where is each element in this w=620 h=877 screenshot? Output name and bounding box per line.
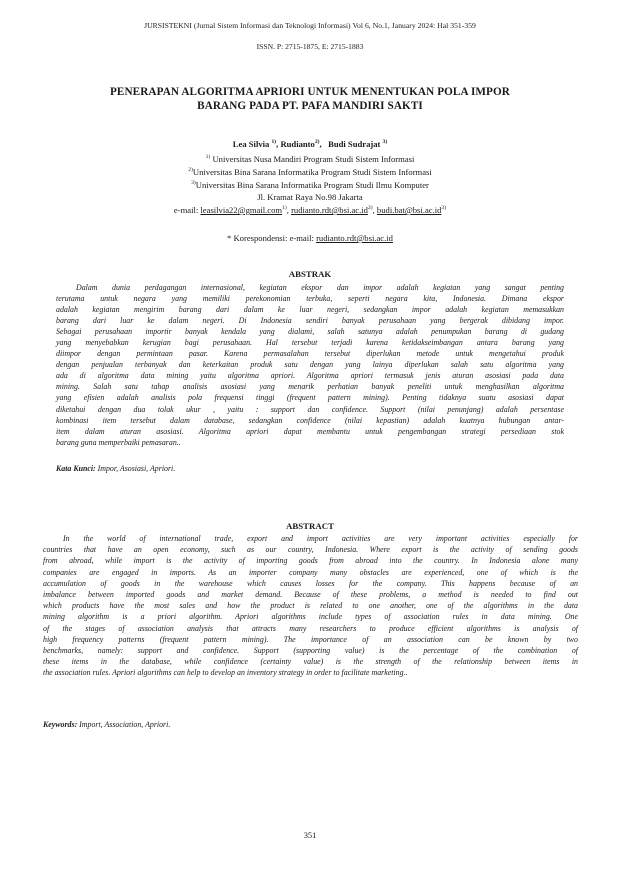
author-1: Lea Silvia <box>232 139 270 149</box>
email-2-sup: 2) <box>367 205 373 212</box>
abstract-line: diketahui dengan dua tolak ukur , yaitu : support dan confidence. Support (nilai penunjang) adalah persentase <box>56 404 564 414</box>
abstrak-keywords <box>56 464 175 473</box>
title-line-2: BARANG PADA PT. PAFA MANDIRI SAKTI <box>197 99 423 112</box>
abstract-line: from abroad, while import is the activity of importing goods from abroad into the country. In Indonesia alone many <box>43 556 578 566</box>
abstract-line: Sebagai perusahaan importir banyak kendala yang dialami, salah satunya adalah penumpukan barang di gudang <box>56 327 564 337</box>
author-2-sup: 2) <box>314 139 320 146</box>
abstract-line: mining algorithm is a priori algorithm. Apriori algorithms include types of association rules in data mining. One <box>43 612 578 622</box>
abstract-line: companies are engaged in imports. As an importer company many obstacles are experienced, one of which is the <box>43 567 578 577</box>
abstract-line: accumulation of goods in the warehouse which causes losses for the company. This happens because of an <box>43 578 578 588</box>
abstract-line: yang menyebabkan kerugian bagi perusahaan. Hal tersebut terjadi karena ketidakseimbangan antara barang yang <box>56 338 564 348</box>
email-link-3[interactable]: budi.bat@bsi.ac.id <box>376 205 442 215</box>
affiliation-address <box>0 191 620 204</box>
abstrak-keywords-text: Impor, Asosiasi, Apriori. <box>95 464 176 473</box>
abstract-line: countries that have an open economy, such as our country, Indonesia. Where export is the activity of sending goods <box>43 545 578 555</box>
abstract-line: dengan penjualan terbanyak dan keterkaitan produk satu dengan yang lainya diperlukan salah satu algoritma yang <box>56 360 564 370</box>
abstract-line: barang dari luar ke dalam negeri. Di Indonesia sendiri banyak perusahaan yang bergerak dibidang impor. <box>56 316 564 326</box>
abstract-line: barang guna memperbaiki pemasaran.. <box>56 437 181 447</box>
abstract-line: which products have the most sales and how the product is related to one another, one of the algorithms in the data <box>43 601 578 611</box>
affiliation-3-sup: 3) <box>191 180 196 186</box>
author-3-sup: 3) <box>382 139 388 146</box>
abstract-keywords-label: Keywords: <box>43 720 78 729</box>
email-3-sup: 3) <box>441 205 447 212</box>
correspondence-line <box>0 233 620 243</box>
abstract-line: diimpor dengan permintaan pasar. Karena permasalahan tersebut diperlukan metode untuk mengetahui produk <box>56 349 564 359</box>
page-number: 351 <box>303 831 317 840</box>
abstract-line: high frequency patterns (frequent pattern mining). The importance of an association can be known by two <box>43 634 578 644</box>
abstract-line: mining. Salah satu tahap analisis asosiasi yang menarik perhatian banyak peneliti untuk menghasilkan algoritma <box>56 382 564 392</box>
affiliation-address-text: Jl. Kramat Raya No.98 Jakarta <box>257 192 363 202</box>
abstract-line: ada di algoritma data mining yaitu algoritma apriori. Algoritma apriori termasuk jenis aturan asosiasi pada data <box>56 371 564 381</box>
journal-header: JURSISTEKNI (Jurnal Sistem Informasi dan Teknologi Informasi) Vol 6, No.1, January 2024: Hal 351-359 <box>144 21 476 30</box>
abstrak-heading: ABSTRAK <box>288 269 332 279</box>
email-link-1[interactable]: leasilvia22@gmail.com <box>200 205 283 215</box>
author-1-sup: 1) <box>271 139 277 146</box>
author-2: Rudianto <box>280 139 315 149</box>
abstract-line: yang efisien adalah analisis pola frequensi tinggi (frequent pattern mining). Penting tidaknya suatu asosiasi dapat <box>56 393 564 403</box>
title-line-1: PENERAPAN ALGORITMA APRIORI UNTUK MENENTUKAN POLA IMPOR <box>110 86 510 98</box>
issn-line: ISSN. P: 2715-1875, E: 2715-1883 <box>256 42 364 51</box>
affiliation-3 <box>0 177 620 192</box>
affiliation-1-text: Universitas Nusa Mandiri Program Studi Sistem Informasi <box>212 153 415 164</box>
abstrak-body <box>56 282 564 448</box>
abstract-line: imbalance between imported goods and market demand. Because of these problems, a method is needed to find out <box>43 589 578 599</box>
abstract-line: Dalam dunia perdagangan internasional, kegiatan ekspor dan impor adalah kegiatan yang sangat penting <box>76 283 564 292</box>
email-1-sup: 1) <box>282 205 287 212</box>
abstract-line: In the world of international trade, export and import activities are very important activities especially for <box>63 534 578 543</box>
abstract-keywords-text: Import, Association, Apriori. <box>77 720 171 729</box>
author-3: Budi Sudrajat <box>328 139 381 149</box>
email-prefix: e-mail: <box>173 205 201 215</box>
affiliation-2-text: Universitas Bina Sarana Informatika Program Studi Sistem Informasi <box>192 166 432 177</box>
abstract-line: the association rules. Apriori algorithms can help to develop an inventory strategy in order to facilitate marketing.. <box>43 668 408 678</box>
email-line: e-mail: leasilvia22@gmail.com$^{1)}$, $rudianto.rdt@bsi.ac.id^{2)}$, $budi.bat@bsi.ac.id^{3)}$ <box>173 205 447 215</box>
abstrak-keywords-label: Kata Kunci: <box>56 464 96 473</box>
abstract-line: these items in the database, while confidence (certainty value) is the strength of the relationship between items in <box>43 657 578 667</box>
abstract-line: adalah kegiatan mengirim barang dari dalam ke luar negeri, sedangkan impor adalah kegiatan memasukkan <box>56 305 564 315</box>
email-link-2[interactable]: rudianto.rdt@bsi.ac.id <box>291 205 368 215</box>
abstract-line: kombinasi item tersebut dalam database, sedangkan confidence (nilai kepastian) adalah kuatnya hubungan antar- <box>56 415 564 425</box>
correspondence-prefix: * Korespondensi: e-mail: <box>227 233 317 243</box>
affiliation-1-sup: 1) <box>205 154 211 160</box>
abstract-line: benchmarks, namely: support and confidence. Support (supporting value) is the percentage of the combination of <box>43 645 578 655</box>
correspondence-email-link[interactable]: rudianto.rdt@bsi.ac.id <box>316 233 393 243</box>
abstract-line: item dalam aturan asosiasi. Algoritma apriori dapat membantu untuk pengembangan strategi persediaan stok <box>56 426 564 436</box>
author-list: Lea Silvia $^{1)}$, Rudianto$^{2)}$, Budi Sudrajat $^{3)}$ <box>232 139 388 149</box>
abstract-body <box>43 533 578 678</box>
affiliation-3-text: Universitas Bina Sarana Informatika Program Studi Ilmu Komputer <box>195 179 429 190</box>
abstract-heading: ABSTRACT <box>286 521 334 531</box>
abstract-line: of the stages of association analysis that attracts many researchers to produce efficient algorithms is analysis of <box>43 623 578 633</box>
affiliation-2-sup: 2) <box>188 167 193 173</box>
paper-title <box>60 86 560 113</box>
abstract-line: terutama untuk negara yang memiliki perekonomian terbuka, seperti negara kita, Indonesia. Dimana ekspor <box>56 294 564 304</box>
abstract-keywords <box>43 720 170 729</box>
